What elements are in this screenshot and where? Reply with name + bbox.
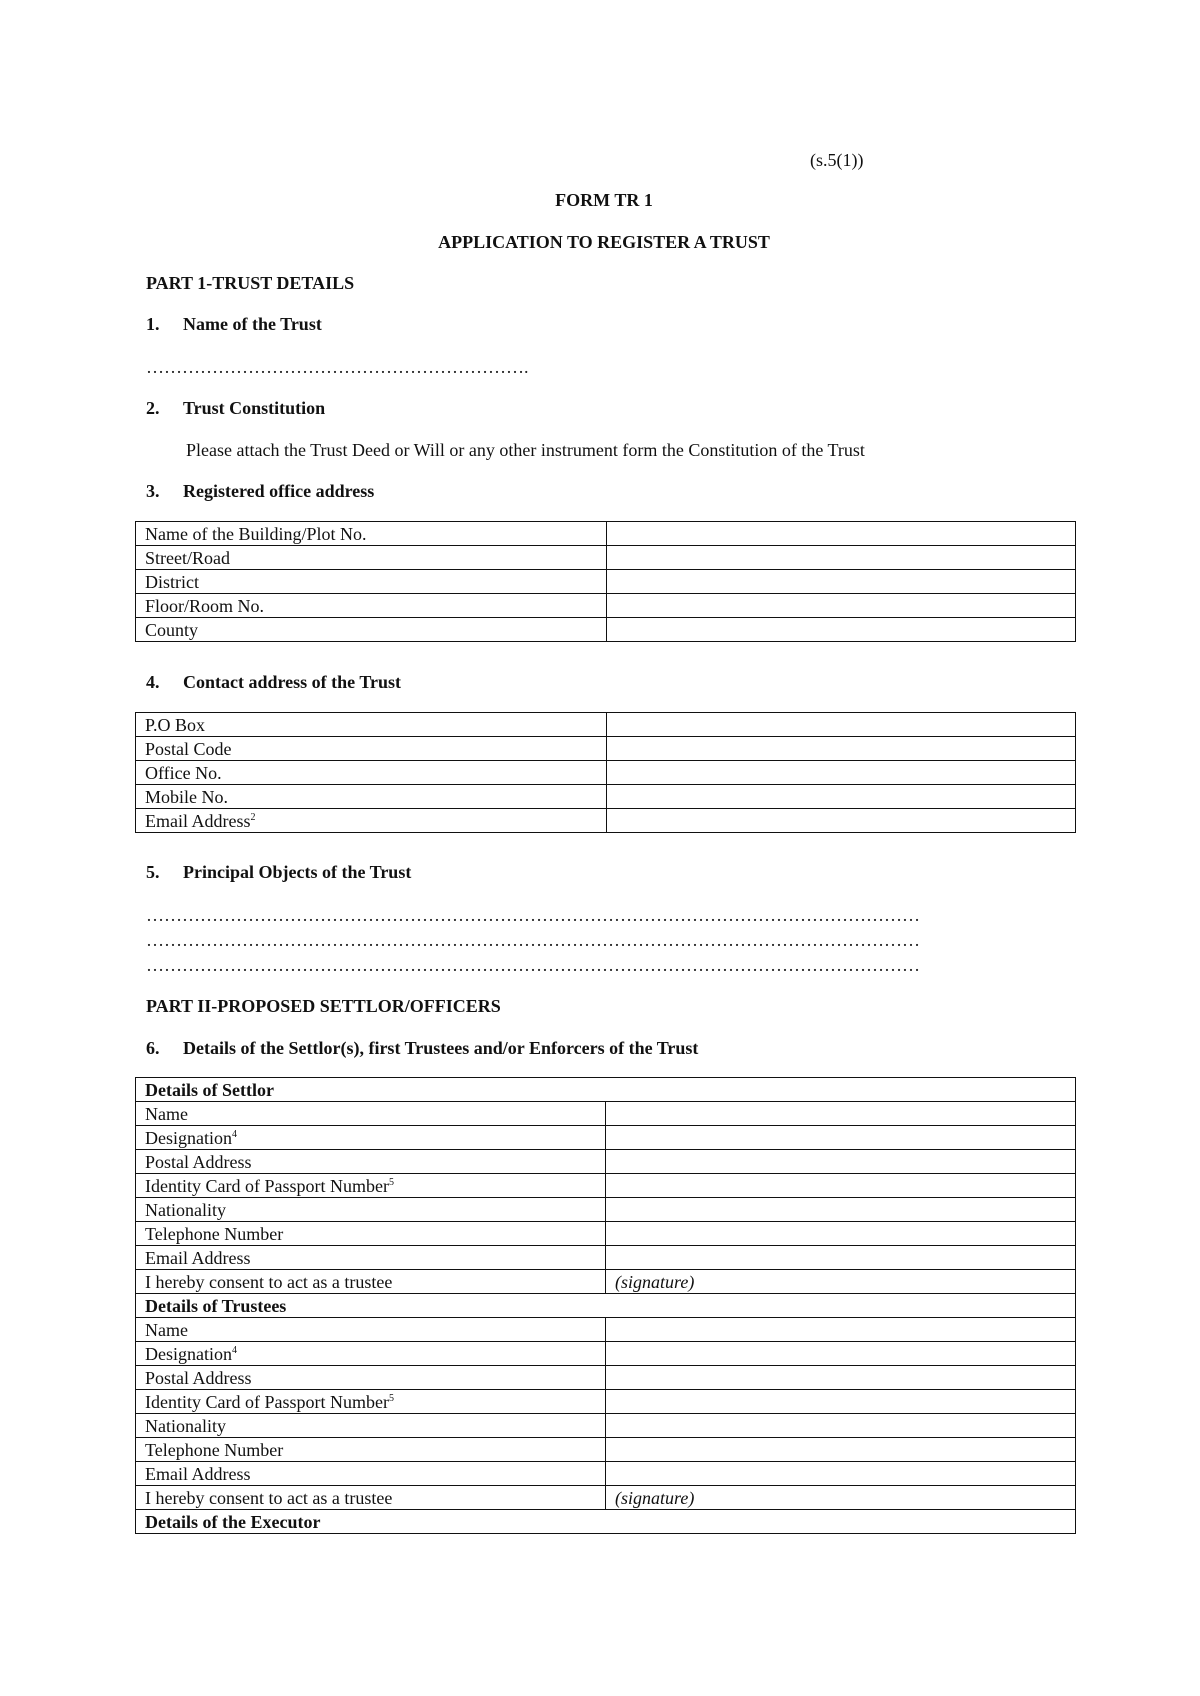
table-row [136, 1270, 1076, 1294]
trustee-id-field[interactable] [606, 1390, 1076, 1414]
id-label: Identity Card of Passport Number [145, 1175, 389, 1196]
trustee-email-field[interactable] [606, 1462, 1076, 1486]
row-label [136, 809, 607, 833]
mobile-no-field[interactable] [607, 785, 1076, 809]
row-label: District [136, 570, 607, 594]
table-row [136, 546, 1076, 570]
row-label: Office No. [136, 761, 607, 785]
q5-answer-line-1[interactable]: ………………………………………………………………………………………………………………… [146, 905, 920, 925]
settlor-nationality-field[interactable] [606, 1198, 1076, 1222]
settlor-name-field[interactable] [606, 1102, 1076, 1126]
trustee-postal-field[interactable] [606, 1366, 1076, 1390]
row-label [136, 1390, 606, 1414]
q2-number: 2. [146, 398, 160, 418]
form-title: FORM TR 1 [555, 190, 653, 210]
row-label: Postal Code [136, 737, 607, 761]
email-label: Email Address [145, 810, 251, 831]
street-road-field[interactable] [607, 546, 1076, 570]
row-label: Postal Address [136, 1366, 606, 1390]
settlor-designation-field[interactable] [606, 1126, 1076, 1150]
table-row [136, 1246, 1076, 1270]
part2-title: PART II-PROPOSED SETTLOR/OFFICERS [146, 996, 501, 1016]
office-no-field[interactable] [607, 761, 1076, 785]
row-label: I hereby consent to act as a trustee [136, 1270, 606, 1294]
table-row [136, 522, 1076, 546]
q1-heading [146, 315, 322, 333]
q3-number: 3. [146, 481, 160, 501]
registered-office-table [135, 521, 1076, 642]
table-row [136, 809, 1076, 833]
q1-label: Name of the Trust [183, 314, 322, 334]
q2-heading [146, 399, 325, 417]
q5-answer-line-2[interactable]: ………………………………………………………………………………………………………………… [146, 930, 920, 950]
footnote-marker: 4 [232, 1128, 237, 1140]
table-row [136, 1438, 1076, 1462]
row-label: Email Address [136, 1246, 606, 1270]
email-address-field[interactable] [607, 809, 1076, 833]
row-label [136, 1174, 606, 1198]
q1-answer-line[interactable]: ………………………………………………………. [146, 357, 529, 377]
q5-number: 5. [146, 862, 160, 882]
row-label: Telephone Number [136, 1438, 606, 1462]
table-row [136, 594, 1076, 618]
settlor-postal-field[interactable] [606, 1150, 1076, 1174]
q1-number: 1. [146, 314, 160, 334]
district-field[interactable] [607, 570, 1076, 594]
q5-heading [146, 863, 411, 881]
q4-label: Contact address of the Trust [183, 672, 402, 692]
postal-code-field[interactable] [607, 737, 1076, 761]
settlor-telephone-field[interactable] [606, 1222, 1076, 1246]
row-label: Postal Address [136, 1150, 606, 1174]
id-label: Identity Card of Passport Number [145, 1391, 389, 1412]
table-row [136, 761, 1076, 785]
row-label: County [136, 618, 607, 642]
trustee-name-field[interactable] [606, 1318, 1076, 1342]
trustee-designation-field[interactable] [606, 1342, 1076, 1366]
row-label: Floor/Room No. [136, 594, 607, 618]
trustee-signature-field[interactable]: (signature) [606, 1486, 1076, 1510]
row-label: Email Address [136, 1462, 606, 1486]
part1-title: PART 1-TRUST DETAILS [146, 273, 355, 293]
table-row [136, 737, 1076, 761]
q2-instruction: Please attach the Trust Deed or Will or any other instrument form the Constitution of the Trust [186, 440, 865, 460]
q3-heading [146, 482, 374, 500]
row-label [136, 1126, 606, 1150]
footnote-marker: 2 [250, 811, 256, 823]
row-label: Nationality [136, 1198, 606, 1222]
table-row [136, 570, 1076, 594]
table-row [136, 1222, 1076, 1246]
table-row [136, 1510, 1076, 1534]
row-label: Name of the Building/Plot No. [136, 522, 607, 546]
row-label: Name [136, 1318, 606, 1342]
footnote-marker: 4 [232, 1344, 237, 1356]
trustees-section-header: Details of Trustees [136, 1294, 1076, 1318]
q4-heading [146, 673, 401, 691]
table-row [136, 785, 1076, 809]
table-row [136, 1294, 1076, 1318]
q5-label: Principal Objects of the Trust [183, 862, 412, 882]
executor-section-header: Details of the Executor [136, 1510, 1076, 1534]
trustee-telephone-field[interactable] [606, 1438, 1076, 1462]
table-row [136, 1414, 1076, 1438]
table-row [136, 1126, 1076, 1150]
section-reference: (s.5(1)) [810, 150, 864, 170]
footnote-marker: 5 [388, 1176, 394, 1188]
county-field[interactable] [607, 618, 1076, 642]
table-row [136, 618, 1076, 642]
q4-number: 4. [146, 672, 160, 692]
contact-address-table [135, 712, 1076, 833]
table-row [136, 1078, 1076, 1102]
row-label: Nationality [136, 1414, 606, 1438]
row-label: Telephone Number [136, 1222, 606, 1246]
row-label: P.O Box [136, 713, 607, 737]
q6-heading [146, 1039, 698, 1057]
row-label: Mobile No. [136, 785, 607, 809]
table-row [136, 1174, 1076, 1198]
designation-label: Designation [145, 1127, 232, 1148]
settlor-trustees-table [135, 1077, 1076, 1534]
table-row [136, 1366, 1076, 1390]
table-row [136, 1462, 1076, 1486]
q2-label: Trust Constitution [183, 398, 326, 418]
application-title: APPLICATION TO REGISTER A TRUST [438, 232, 770, 252]
floor-room-field[interactable] [607, 594, 1076, 618]
row-label [136, 1342, 606, 1366]
row-label: Name [136, 1102, 606, 1126]
q5-answer-line-3[interactable]: ………………………………………………………………………………………………………………… [146, 955, 920, 975]
po-box-field[interactable] [607, 713, 1076, 737]
table-row [136, 1198, 1076, 1222]
settlor-email-field[interactable] [606, 1246, 1076, 1270]
table-row [136, 1390, 1076, 1414]
row-label: Street/Road [136, 546, 607, 570]
table-row [136, 1102, 1076, 1126]
table-row [136, 1486, 1076, 1510]
table-row [136, 1318, 1076, 1342]
designation-label: Designation [145, 1343, 232, 1364]
table-row [136, 713, 1076, 737]
settlor-section-header: Details of Settlor [136, 1078, 1076, 1102]
table-row [136, 1150, 1076, 1174]
q3-label: Registered office address [183, 481, 375, 501]
q6-number: 6. [146, 1038, 160, 1058]
footnote-marker: 5 [388, 1392, 394, 1404]
settlor-id-field[interactable] [606, 1174, 1076, 1198]
table-row [136, 1342, 1076, 1366]
q6-label: Details of the Settlor(s), first Trustees and/or Enforcers of the Trust [183, 1038, 699, 1058]
settlor-signature-field[interactable]: (signature) [606, 1270, 1076, 1294]
trustee-nationality-field[interactable] [606, 1414, 1076, 1438]
building-plot-field[interactable] [607, 522, 1076, 546]
row-label: I hereby consent to act as a trustee [136, 1486, 606, 1510]
